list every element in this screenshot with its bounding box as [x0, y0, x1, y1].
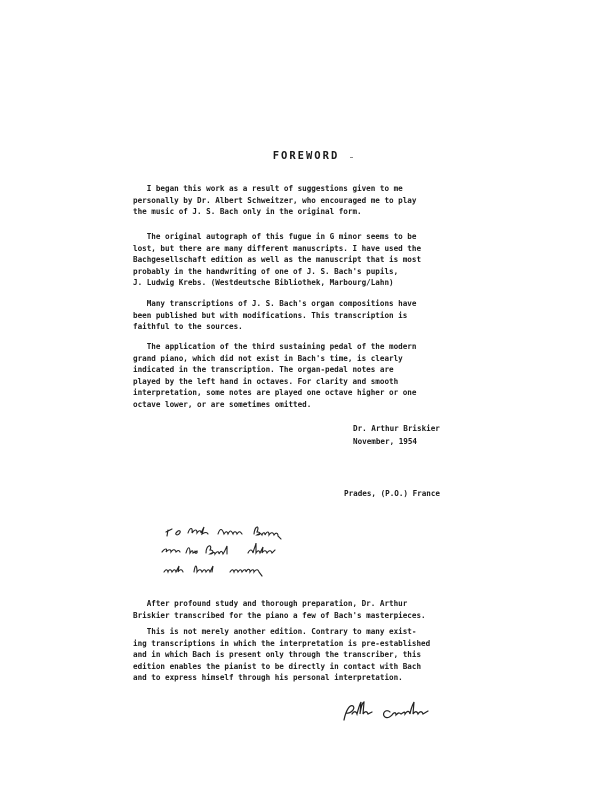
text-line: grand piano, which did not exist in Bach's time, is clearly: [133, 353, 403, 363]
paragraph-4: [133, 341, 469, 410]
text-line: and in which Bach is present only through the transcriber, this: [133, 650, 422, 659]
text-line: interpretation, some notes are played one octave higher or one: [133, 388, 417, 397]
text-line: played by the left hand in octaves. For clarity and smooth: [133, 376, 399, 386]
page-title: FOREWORD: [272, 150, 340, 162]
text-line: ing transcriptions in which the interpretation is pre-established: [133, 638, 431, 648]
text-line: been published but with modifications. This transcription is: [133, 310, 408, 320]
text-line: personally by Dr. Albert Schweitzer, who encouraged me to play: [133, 195, 417, 205]
text-line: lost, but there are many different manuscripts. I have used the: [133, 243, 422, 253]
text-line: This is not merely another edition. Contrary to many exist-: [133, 627, 417, 636]
text-line: The application of the third sustaining pedal of the modern: [133, 342, 417, 351]
text-line: octave lower, or are sometimes omitted.: [133, 399, 312, 409]
text-line: edition enables the pianist to be directly in contact with Bach: [133, 661, 422, 671]
text-line: After profound study and thorough preparation, Dr. Arthur: [133, 599, 408, 608]
text-line: The original autograph of this fugue in G minor seems to be: [133, 232, 417, 241]
text-line: Briskier transcribed for the piano a few of Bach's masterpieces.: [133, 610, 426, 620]
paragraph-3: [133, 298, 469, 333]
stray-mark: [350, 157, 353, 158]
paragraph-1: [133, 183, 469, 218]
text-line: faithful to the sources.: [133, 322, 243, 331]
text-line: the music of J. S. Bach only in the original form.: [133, 207, 362, 216]
signature-name: Dr. Arthur Briskier: [353, 424, 440, 433]
text-line: I began this work as a result of suggestions given to me: [133, 184, 403, 193]
text-line: probably in the handwriting of one of J. S. Bach's pupils,: [133, 266, 399, 276]
text-line: Many transcriptions of J. S. Bach's organ compositions have: [133, 299, 417, 308]
text-line: and to express himself through his personal interpretation.: [133, 673, 403, 682]
paragraph-6: [133, 626, 469, 684]
text-line: J. Ludwig Krebs. (Westdeutsche Bibliothek, Marbourg/Lahn): [133, 278, 394, 287]
handwritten-inscription: [160, 520, 330, 582]
autograph-signature: [340, 698, 455, 726]
signature-place: Prades, (P.O.) France: [344, 489, 441, 498]
text-line: Bachgesellschaft edition as well as the manuscript that is most: [133, 255, 422, 264]
paragraph-2: [133, 231, 469, 289]
signature-date: November, 1954: [353, 437, 418, 446]
paragraph-5: [133, 598, 469, 621]
text-line: indicated in the transcription. The organ-pedal notes are: [133, 365, 394, 374]
